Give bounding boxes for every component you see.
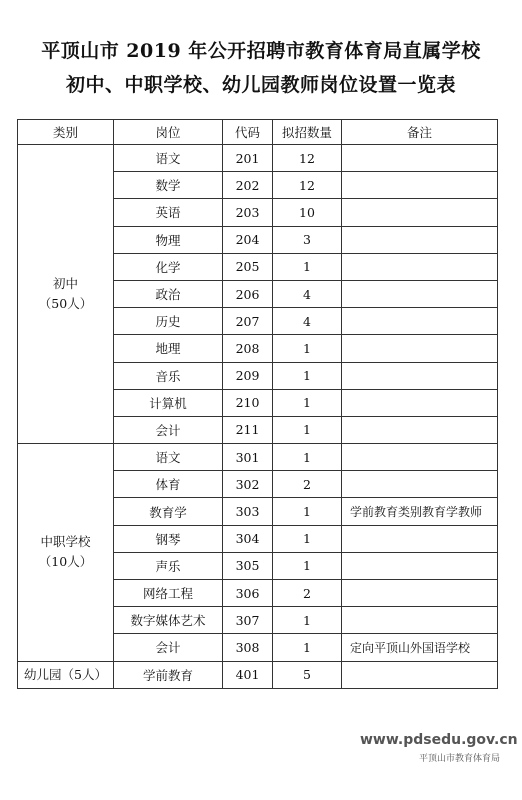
category-cell — [18, 444, 114, 662]
code-cell: 302 — [223, 471, 273, 498]
position-cell: 政治 — [114, 280, 223, 307]
category-label: （50人） — [38, 296, 93, 312]
header-category: 类别 — [18, 120, 114, 145]
header-count: 拟招数量 — [273, 120, 342, 145]
code-cell: 211 — [223, 416, 273, 443]
category-cell — [18, 661, 114, 688]
code-cell: 209 — [223, 362, 273, 389]
code-cell: 306 — [223, 580, 273, 607]
count-cell: 2 — [273, 471, 342, 498]
code-cell: 304 — [223, 525, 273, 552]
code-cell: 307 — [223, 607, 273, 634]
count-cell: 3 — [273, 226, 342, 253]
code-cell: 301 — [223, 444, 273, 471]
code-cell: 201 — [223, 145, 273, 172]
category-label: 中职学校 — [40, 534, 91, 550]
note-cell — [342, 145, 498, 172]
note-cell — [342, 335, 498, 362]
note-cell — [342, 444, 498, 471]
code-cell: 208 — [223, 335, 273, 362]
count-cell: 1 — [273, 552, 342, 579]
note-cell — [342, 362, 498, 389]
code-cell: 210 — [223, 389, 273, 416]
count-cell: 12 — [273, 145, 342, 172]
note-cell — [342, 280, 498, 307]
note-cell — [342, 199, 498, 226]
code-cell: 203 — [223, 199, 273, 226]
position-cell: 声乐 — [114, 552, 223, 579]
note-cell — [342, 552, 498, 579]
count-cell: 1 — [273, 253, 342, 280]
category-cell — [18, 145, 114, 444]
category-label: 初中 — [52, 276, 78, 292]
header-position: 岗位 — [114, 120, 223, 145]
note-cell — [342, 253, 498, 280]
position-cell: 语文 — [114, 444, 223, 471]
category-label: （10人） — [38, 554, 93, 570]
category-label: 幼儿园（5人） — [24, 666, 107, 682]
count-cell: 4 — [273, 308, 342, 335]
position-cell: 化学 — [114, 253, 223, 280]
position-cell: 物理 — [114, 226, 223, 253]
count-cell: 1 — [273, 389, 342, 416]
code-cell: 202 — [223, 172, 273, 199]
code-cell: 305 — [223, 552, 273, 579]
count-cell: 4 — [273, 280, 342, 307]
note-cell — [342, 308, 498, 335]
position-cell: 历史 — [114, 308, 223, 335]
note-cell — [342, 416, 498, 443]
watermark-url: www.pdsedu.gov.cn — [360, 732, 518, 748]
count-cell: 1 — [273, 498, 342, 525]
note-cell — [342, 471, 498, 498]
count-cell: 1 — [273, 444, 342, 471]
count-cell: 10 — [273, 199, 342, 226]
position-cell: 会计 — [114, 416, 223, 443]
note-cell — [342, 580, 498, 607]
document-title-line-2: 初中、中职学校、幼儿园教师岗位设置一览表 — [65, 74, 456, 96]
code-cell: 206 — [223, 280, 273, 307]
document-title-line-1: 平顶山市 2019 年公开招聘市教育体育局直属学校 — [41, 40, 481, 62]
count-cell: 1 — [273, 335, 342, 362]
position-cell: 音乐 — [114, 362, 223, 389]
count-cell: 5 — [273, 661, 342, 688]
code-cell: 401 — [223, 661, 273, 688]
table-row — [18, 661, 498, 688]
code-cell: 308 — [223, 634, 273, 661]
note-cell — [342, 661, 498, 688]
count-cell: 2 — [273, 580, 342, 607]
position-cell: 地理 — [114, 335, 223, 362]
code-cell: 205 — [223, 253, 273, 280]
count-cell: 1 — [273, 634, 342, 661]
code-cell: 303 — [223, 498, 273, 525]
source-watermark — [360, 732, 518, 764]
header-code: 代码 — [223, 120, 273, 145]
count-cell: 1 — [273, 607, 342, 634]
code-cell: 207 — [223, 308, 273, 335]
position-cell: 计算机 — [114, 389, 223, 416]
table-header-row — [18, 120, 498, 145]
position-cell: 数学 — [114, 172, 223, 199]
note-cell — [342, 607, 498, 634]
count-cell: 12 — [273, 172, 342, 199]
table-row — [18, 444, 498, 471]
note-cell: 学前教育类别教育学教师 — [342, 498, 498, 525]
count-cell: 1 — [273, 416, 342, 443]
code-cell: 204 — [223, 226, 273, 253]
watermark-name: 平顶山市教育体育局 — [418, 754, 500, 764]
position-cell: 数字媒体艺术 — [114, 607, 223, 634]
note-cell — [342, 525, 498, 552]
position-cell: 语文 — [114, 145, 223, 172]
position-cell: 网络工程 — [114, 580, 223, 607]
position-cell: 英语 — [114, 199, 223, 226]
table-body — [18, 145, 498, 689]
count-cell: 1 — [273, 362, 342, 389]
note-cell: 定向平顶山外国语学校 — [342, 634, 498, 661]
position-cell: 钢琴 — [114, 525, 223, 552]
count-cell: 1 — [273, 525, 342, 552]
position-cell: 体育 — [114, 471, 223, 498]
position-cell: 教育学 — [114, 498, 223, 525]
table-row — [18, 145, 498, 172]
position-cell: 会计 — [114, 634, 223, 661]
position-table — [17, 119, 498, 689]
note-cell — [342, 389, 498, 416]
note-cell — [342, 226, 498, 253]
note-cell — [342, 172, 498, 199]
position-cell: 学前教育 — [114, 661, 223, 688]
header-note: 备注 — [342, 120, 498, 145]
